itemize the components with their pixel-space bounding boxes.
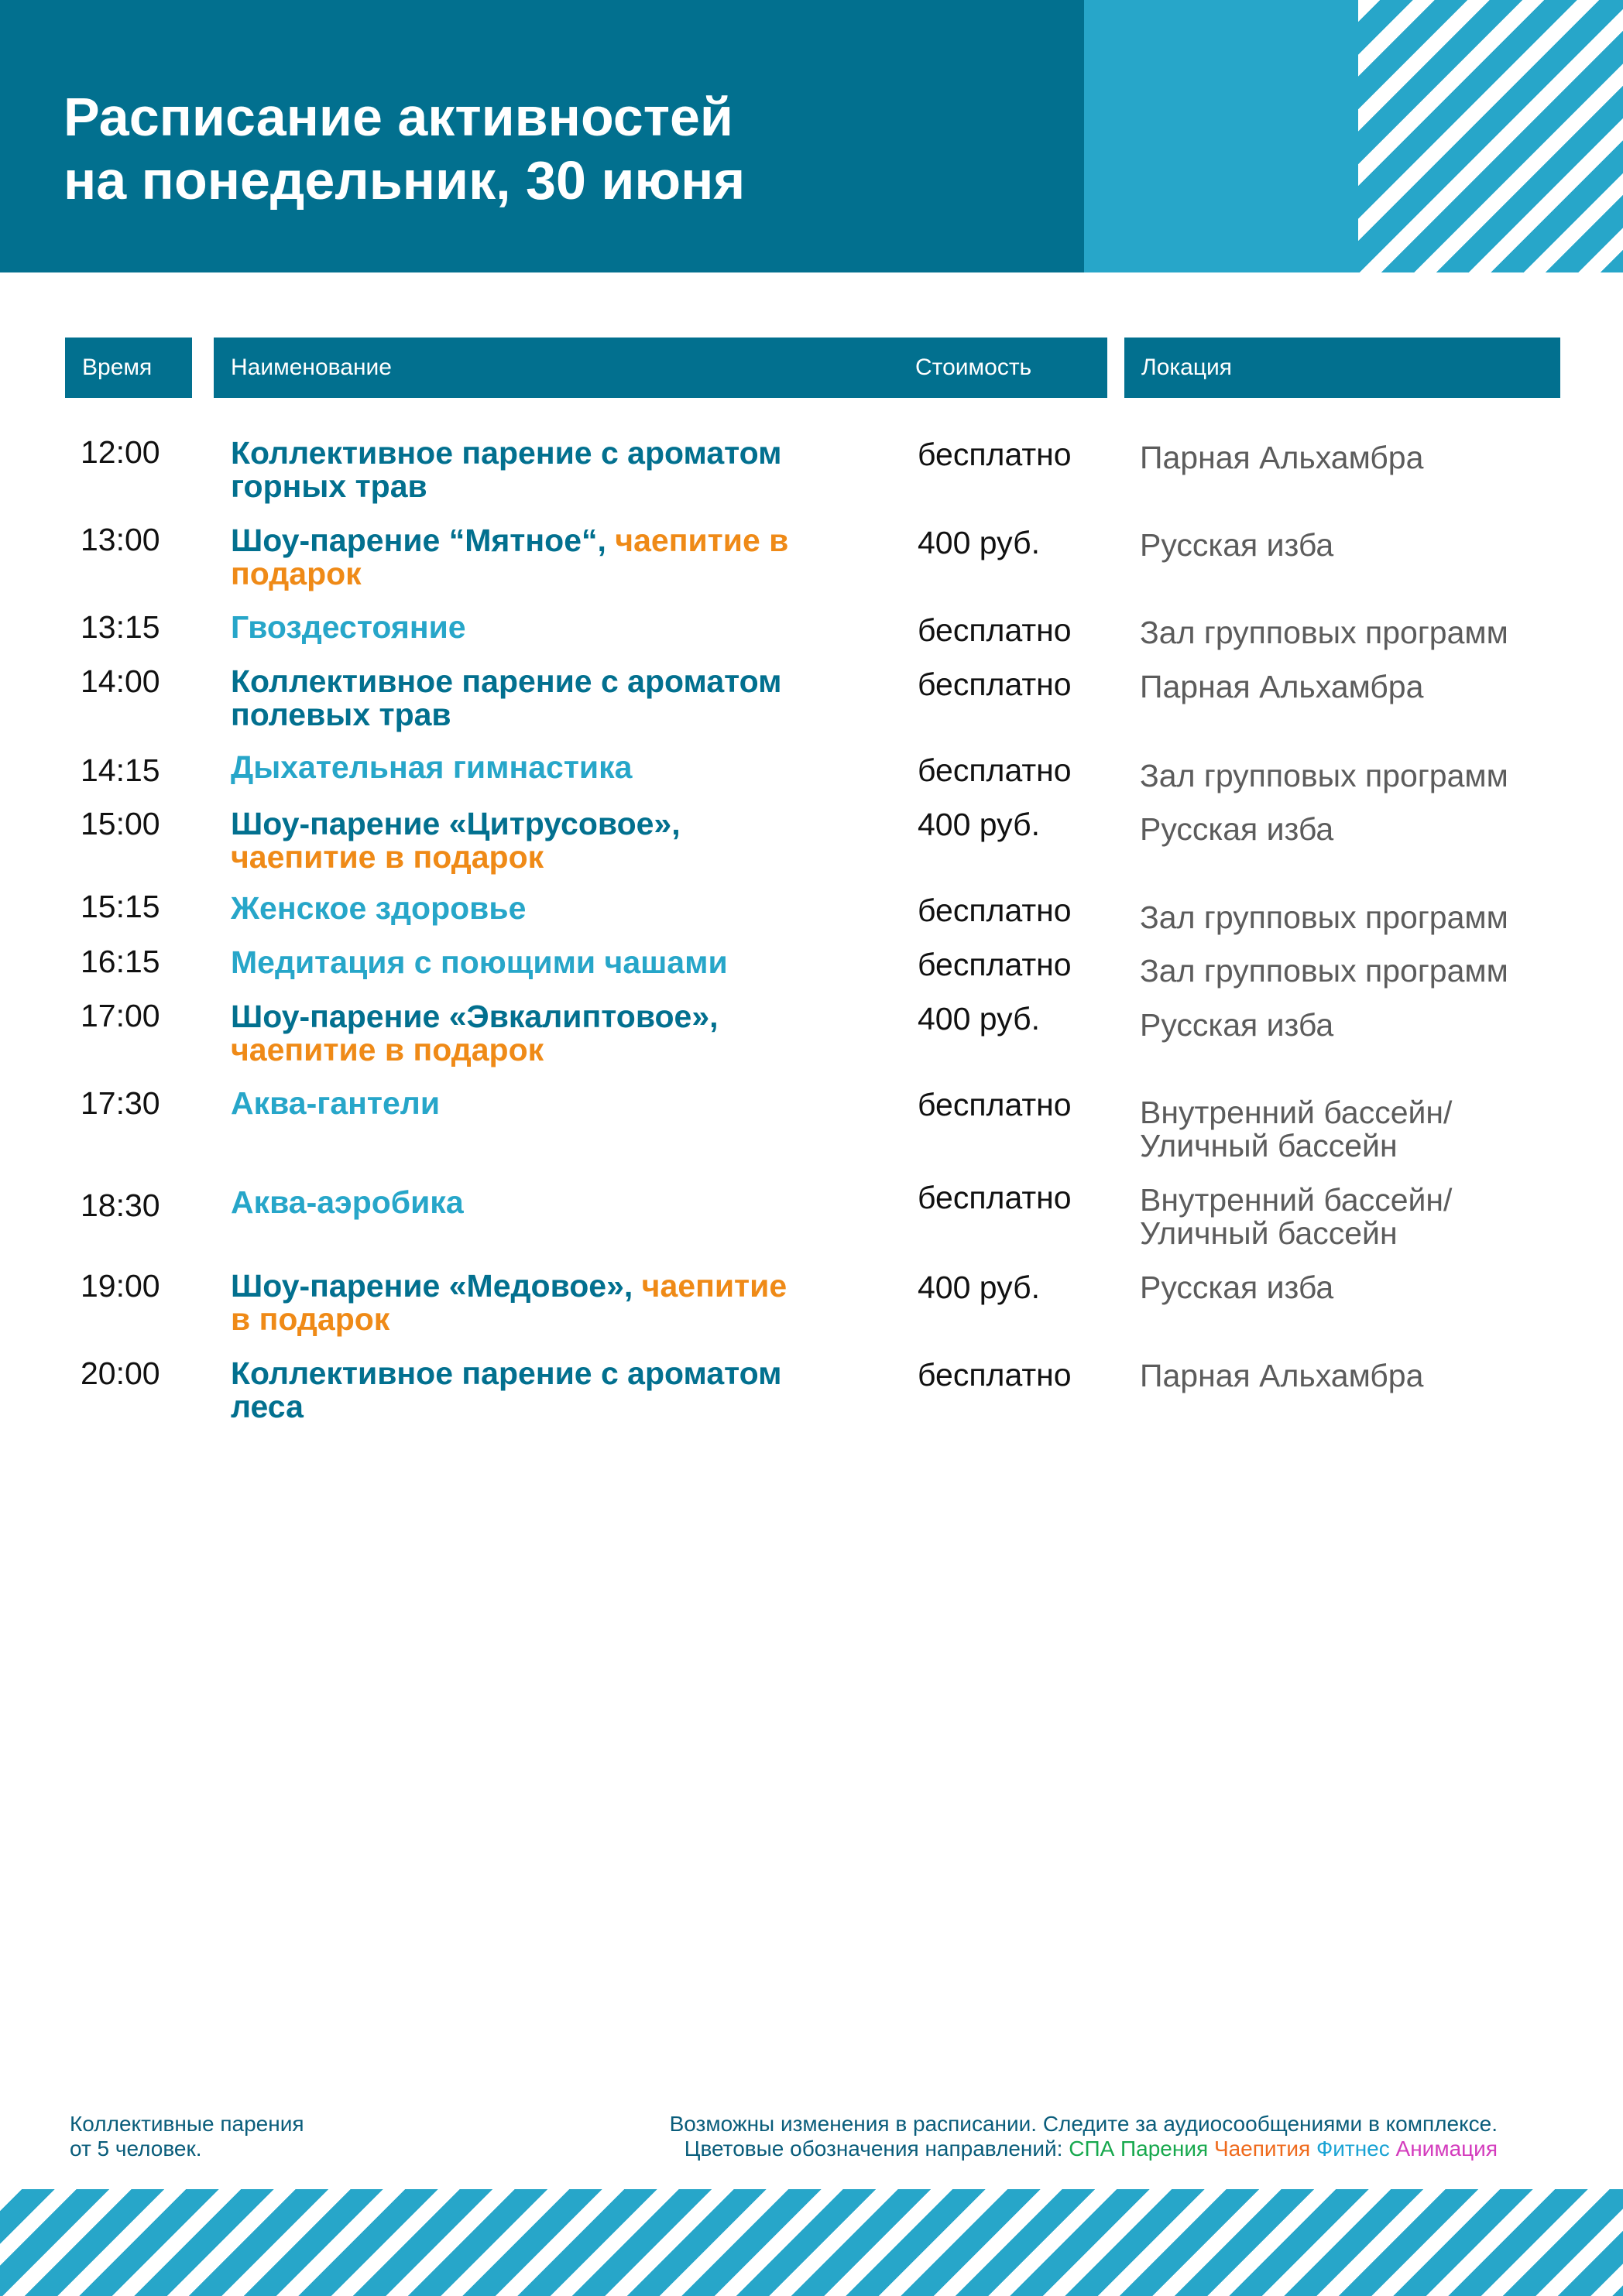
row-activity-name: Коллективное парение с ароматом леса <box>231 1355 782 1424</box>
row-activity-name: Коллективное парение с ароматом горных трав <box>231 435 782 504</box>
row-activity-name: Дыхательная гимнастика <box>231 749 633 785</box>
row-time: 15:15 <box>81 889 160 924</box>
wave-pattern-header <box>1358 0 1623 272</box>
row-activity-name: Шоу-парение «Эвкалиптовое», чаепитие в подарок <box>231 999 719 1067</box>
column-header-location: Локация <box>1124 338 1560 398</box>
row-time: 18:30 <box>81 1187 160 1223</box>
column-header-cost: Стоимость <box>898 338 1107 398</box>
row-time: 14:15 <box>81 752 160 788</box>
row-activity-name: Аква-аэробика <box>231 1184 464 1220</box>
row-price: бесплатно <box>918 1087 1072 1122</box>
row-price: 400 руб. <box>918 1001 1040 1037</box>
row-activity-name: Медитация с поющими чашами <box>231 944 728 980</box>
column-header-time: Время <box>65 338 192 398</box>
row-activity-name: Коллективное парение с ароматом полевых трав <box>231 663 782 732</box>
wave-pattern-footer <box>0 2189 1623 2296</box>
logo-panel <box>1084 0 1358 272</box>
row-location: Парная Альхамбра <box>1140 669 1424 704</box>
row-activity-name: Шоу-парение «Медовое», чаепитие в подарок <box>231 1268 787 1337</box>
row-location: Русская изба <box>1140 527 1334 563</box>
schedule-notice: Возможны изменения в расписании. Следите за аудиосообщениями в комплексе. Цветовые обозначения направлений: СПА Парения Чаепития Фитнес Анимация <box>669 2112 1498 2161</box>
row-location: Внутренний бассейн/ Уличный бассейн <box>1140 1095 1453 1163</box>
row-location: Парная Альхамбра <box>1140 1358 1424 1393</box>
title-line-2: на понедельник, 30 июня <box>63 150 746 211</box>
row-price: бесплатно <box>918 1357 1072 1393</box>
row-price: бесплатно <box>918 667 1072 702</box>
row-time: 13:15 <box>81 609 160 645</box>
row-activity-name: Шоу-парение «Цитрусовое», чаепитие в подарок <box>231 806 681 875</box>
row-time: 19:00 <box>81 1268 160 1304</box>
row-price: 400 руб. <box>918 1270 1040 1305</box>
column-header-name: Наименование <box>214 338 900 398</box>
row-activity-name: Женское здоровье <box>231 890 527 926</box>
row-time: 17:30 <box>81 1085 160 1121</box>
row-location: Русская изба <box>1140 1007 1334 1043</box>
row-time: 12:00 <box>81 434 160 470</box>
row-price: бесплатно <box>918 947 1072 982</box>
row-price: 400 руб. <box>918 525 1040 560</box>
row-time: 13:00 <box>81 522 160 557</box>
row-time: 14:00 <box>81 663 160 699</box>
row-location: Русская изба <box>1140 811 1334 847</box>
row-activity-name: Шоу-парение “Мятное“, чаепитие в подарок <box>231 523 789 591</box>
row-location: Парная Альхамбра <box>1140 440 1424 475</box>
row-location: Зал групповых программ <box>1140 758 1508 793</box>
row-price: бесплатно <box>918 752 1072 788</box>
title-line-1: Расписание активностей <box>63 87 733 147</box>
row-location: Русская изба <box>1140 1270 1334 1305</box>
row-location: Внутренний бассейн/ Уличный бассейн <box>1140 1182 1453 1251</box>
row-time: 15:00 <box>81 806 160 841</box>
row-price: бесплатно <box>918 1180 1072 1215</box>
page-title <box>63 85 745 212</box>
color-legend: Цветовые обозначения направлений: СПА Парения Чаепития Фитнес Анимация <box>684 2137 1498 2161</box>
row-time: 17:00 <box>81 998 160 1033</box>
row-price: 400 руб. <box>918 807 1040 842</box>
row-location: Зал групповых программ <box>1140 953 1508 989</box>
row-price: бесплатно <box>918 612 1072 648</box>
group-steam-note: Коллективные парения от 5 человек. <box>70 2112 304 2161</box>
row-location: Зал групповых программ <box>1140 900 1508 935</box>
row-time: 16:15 <box>81 944 160 979</box>
row-activity-name: Гвоздестояние <box>231 609 466 645</box>
row-location: Зал групповых программ <box>1140 615 1508 650</box>
row-price: бесплатно <box>918 893 1072 928</box>
row-time: 20:00 <box>81 1355 160 1391</box>
row-activity-name: Аква-гантели <box>231 1085 441 1121</box>
row-price: бесплатно <box>918 437 1072 472</box>
